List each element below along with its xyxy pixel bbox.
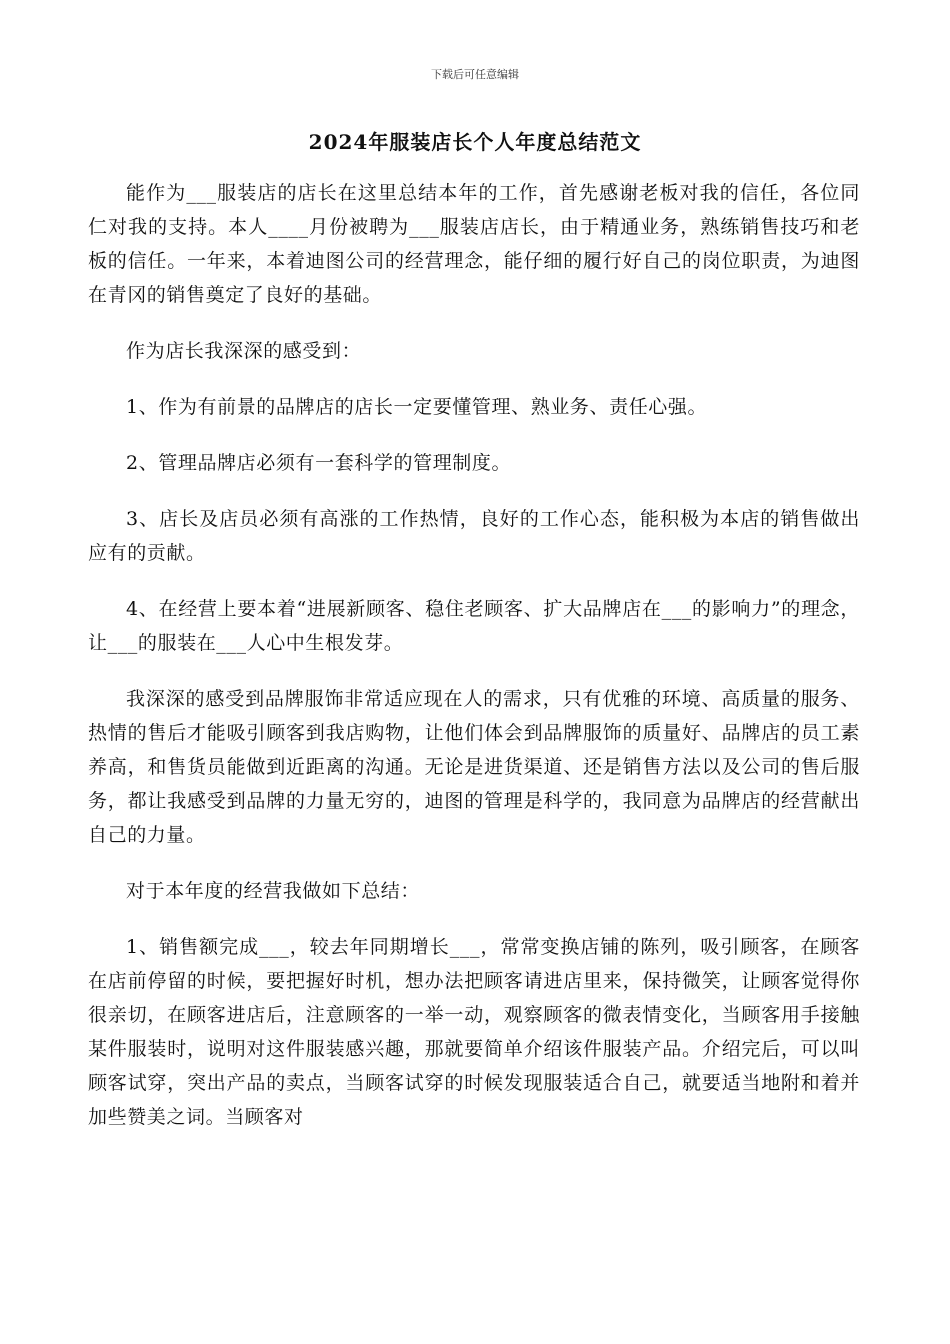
document-body	[88, 176, 860, 1156]
paragraph-summary-1: 1、销售额完成___，较去年同期增长___，常常变换店铺的陈列，吸引顾客，在顾客在店前停留的时候，要把握好时机，想办法把顾客请进店里来，保持微笑，让顾客觉得你很亲切，在顾客进店后，注意顾客的一举一动，观察顾客的微表情变化，当顾客用手接触某件服装时，说明对这件服装感兴趣，那就要简单介绍该件服装产品。介绍完后，可以叫顾客试穿，突出产品的卖点，当顾客试穿的时候发现服装适合自己，就要适当地附和着并加些赞美之词。当顾客对	[88, 936, 860, 1128]
paragraph-point-1: 1、作为有前景的品牌店的店长一定要懂管理、熟业务、责任心强。	[126, 396, 708, 418]
paragraph-point-3: 3、店长及店员必须有高涨的工作热情，良好的工作心态，能积极为本店的销售做出应有的贡献。	[88, 508, 860, 564]
paragraph-brand-feeling: 我深深的感受到品牌服饰非常适应现在人的需求，只有优雅的环境、高质量的服务、热情的售后才能吸引顾客到我店购物，让他们体会到品牌服饰的质量好、品牌店的员工素养高，和售货员能做到近距离的沟通。无论是进货渠道、还是销售方法以及公司的售后服务，都让我感受到品牌的力量无穷的，迪图的管理是科学的，我同意为品牌店的经营献出自己的力量。	[88, 688, 860, 846]
paragraph-intro: 能作为___服装店的店长在这里总结本年的工作，首先感谢老板对我的信任，各位同仁对我的支持。本人____月份被聘为___服装店店长，由于精通业务，熟练销售技巧和老板的信任。一年来，本着迪图公司的经营理念，能仔细的履行好自己的岗位职责，为迪图在青冈的销售奠定了良好的基础。	[88, 182, 860, 306]
paragraph-summary-heading: 对于本年度的经营我做如下总结：	[126, 880, 421, 902]
header-note: 下载后可任意编辑	[431, 68, 519, 81]
paragraph-point-4: 4、在经营上要本着“进展新顾客、稳住老顾客、扩大品牌店在___的影响力”的理念，让___的服装在___人心中生根发芽。	[88, 598, 860, 654]
paragraph-feelings-heading: 作为店长我深深的感受到：	[126, 340, 362, 362]
paragraph-point-2: 2、管理品牌店必须有一套科学的管理制度。	[126, 452, 512, 474]
document-title: 2024年服装店长个人年度总结范文	[308, 130, 642, 154]
